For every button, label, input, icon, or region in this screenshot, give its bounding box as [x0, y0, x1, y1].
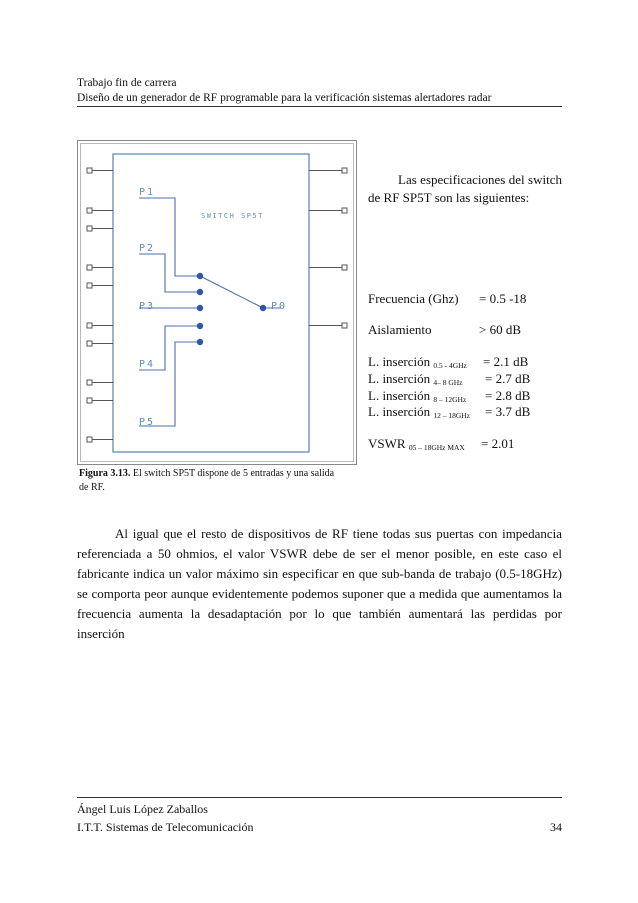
page-number: 34 — [550, 820, 562, 834]
footer-divider — [77, 797, 562, 798]
stub — [87, 398, 92, 403]
spec-insercion-label: L. inserción — [368, 388, 431, 403]
specs-intro-text: Las especificaciones del switch de RF SP5T son las siguientes: — [368, 172, 562, 205]
spec-insercion-value: = 2.1 dB — [483, 354, 529, 369]
spec-insercion-band: 12 – 18GHz — [433, 411, 471, 420]
spec-insercion-value: = 3.7 dB — [485, 404, 531, 419]
spec-vswr-value: = 2.01 — [481, 436, 515, 451]
port-label-p0: P0 — [271, 301, 288, 312]
port-label-p1: P1 — [139, 187, 156, 198]
figure-frame — [78, 141, 357, 465]
spec-insercion-label: L. inserción — [368, 404, 431, 419]
spec-insercion-value: = 2.8 dB — [485, 388, 531, 403]
stub — [87, 283, 92, 288]
stub — [87, 380, 92, 385]
footer-author: Ángel Luis López Zaballos — [77, 802, 208, 816]
switch-title: SWITCH SP5T — [201, 212, 264, 220]
stub — [87, 168, 92, 173]
port-label-p3: P3 — [139, 301, 156, 312]
stub — [87, 323, 92, 328]
stub — [87, 437, 92, 442]
spec-frecuencia-value: = 0.5 -18 — [479, 291, 527, 306]
stub — [87, 265, 92, 270]
spec-insercion-band: 4– 8 GHz — [433, 378, 463, 387]
page-footer — [77, 800, 562, 836]
spec-insercion-value: = 2.7 dB — [485, 371, 531, 386]
spec-vswr — [368, 436, 515, 456]
port-label-p2: P2 — [139, 243, 156, 254]
spec-insercion-band: 0.5 - 4GHz — [433, 361, 467, 370]
spec-vswr-band: 05 – 18GHz MAX — [408, 443, 465, 452]
port-label-p4: P4 — [139, 359, 156, 370]
spec-aislamiento — [368, 322, 522, 338]
body-paragraph-text: Al igual que el resto de dispositivos de RF tiene todas sus puertas con impedancia referenciada a 50 ohmios, el valor VSWR debe de ser el menor posible, en este caso el fabricante indica un valor máximo sin especificar en que sub-banda de trabajo (0.5-18GHz) se comporta peor aunque evidentemente podemos suponer que a medida que aumentamos la frecuencia aumenta la desadaptación por lo que también aumentará las perdidas por inserción — [77, 526, 562, 641]
spec-insercion-band: 8 – 12GHz — [433, 395, 467, 404]
spec-aislamiento-value: > 60 dB — [479, 322, 522, 337]
spec-frecuencia — [368, 291, 527, 307]
spec-aislamiento-label: Aislamiento — [368, 322, 432, 337]
specs-intro — [368, 171, 562, 207]
spec-insercion-4 — [368, 404, 531, 424]
stub — [87, 226, 92, 231]
page-header — [77, 76, 562, 106]
caption-label: Figura 3.13. — [79, 468, 131, 479]
sp5t-switch-figure — [77, 140, 357, 465]
header-line-2: Diseño de un generador de RF programable para la verificación sistemas alertadores radar — [77, 92, 492, 104]
figure-caption — [79, 467, 341, 495]
body-paragraph — [77, 524, 562, 644]
spec-vswr-label: VSWR — [368, 436, 406, 451]
header-divider — [77, 106, 562, 107]
switch-diagram — [77, 140, 357, 465]
footer-degree: I.T.T. Sistemas de Telecomunicación — [77, 820, 254, 834]
stub — [87, 208, 92, 213]
caption-text: El switch SP5T dispone de 5 entradas y una salida de RF. — [79, 468, 335, 493]
port-label-p5: P5 — [139, 417, 156, 428]
spec-insercion-label: L. inserción — [368, 371, 431, 386]
spec-insercion-label: L. inserción — [368, 354, 431, 369]
stub — [87, 341, 92, 346]
spec-frecuencia-label: Frecuencia (Ghz) — [368, 291, 459, 306]
header-line-1: Trabajo fin de carrera — [77, 77, 177, 89]
